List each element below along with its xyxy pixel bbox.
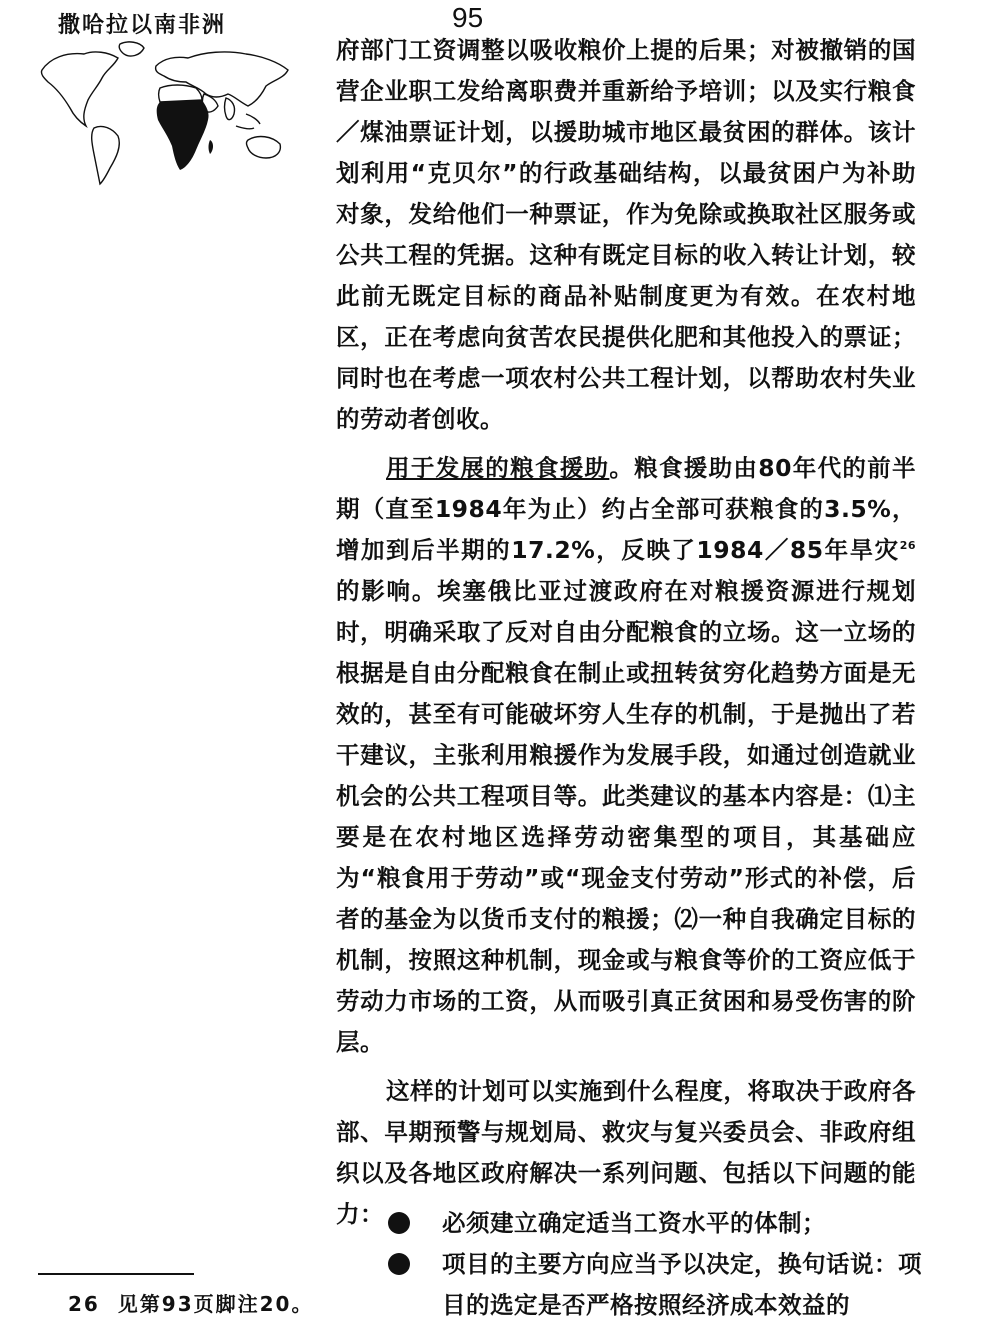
paragraph-1: 府部门工资调整以吸收粮价上提的后果；对被撤销的国营企业职工发给离职费并重新给予培训；以及实行粮食／煤油票证计划，以援助城市地区最贫困的群体。该计划利用“克贝尔”的行政基础结构，以最贫困户为补助对象，发给他们一种票证，作为免除或换取社区服务或公共工程的凭据。这种有既定目标的收入转让计划，较此前无既定目标的商品补贴制度更为有效。在农村地区，正在考虑向贫苦农民提供化肥和其他投入的票证；同时也在考虑一项农村公共工程计划，以帮助农村失业的劳动者创收。 <box>336 36 916 433</box>
paragraph-2-text-b: 的影响。埃塞俄比亚过渡政府在对粮援资源进行规划时，明确采取了反对自由分配粮食的立场。这一立场的根据是自由分配粮食在制止或扭转贫穷化趋势方面是无效的，甚至有可能破坏穷人生存的机制，于是抛出了若干建议，主张利用粮援作为发展手段，如通过创造就业机会的公共工程项目等。此类建议的基本内容是：⑴主要是在农村地区选择劳动密集型的项目，其基础应为“粮食用于劳动”或“现金支付劳动”形式的补偿，后者的基金为以货币支付的粮援；⑵一种自我确定目标的机制，按照这种机制，现金或与粮食等价的工资应低于劳动力市场的工资，从而吸引真正贫困和易受伤害的阶层。 <box>336 577 916 1056</box>
section-header-label: 撒哈拉以南非洲 <box>58 13 227 38</box>
bullet-text: 必须建立确定适当工资水平的体制； <box>442 1209 826 1237</box>
bullet-icon <box>388 1212 410 1234</box>
page-number: 95 <box>452 2 484 33</box>
footnote-number: 26 <box>68 1292 100 1316</box>
list-item <box>388 1244 928 1326</box>
bullet-list <box>388 1203 928 1326</box>
world-map-africa-highlighted-icon <box>36 36 296 186</box>
paragraph-2-text-a: 。粮食援助由80年代的前半期（直至1984年为止）约占全部可获粮食的3.5%，增加到后半期的17.2%，反映了1984／85年旱灾 <box>336 454 917 564</box>
footnote-reference: 26 <box>899 539 916 553</box>
footnote <box>68 1288 328 1317</box>
paragraph-3: 这样的计划可以实施到什么程度，将取决于政府各部、早期预警与规划局、救灾与复兴委员会、非政府组织以及各地区政府解决一系列问题、包括以下问题的能力： <box>336 1077 916 1228</box>
body-text <box>336 30 916 1235</box>
paragraph-2-heading: 用于发展的粮食援助 <box>386 454 610 482</box>
paragraph-2 <box>336 448 916 1063</box>
bullet-icon <box>388 1253 410 1275</box>
footnote-text: 见第93页脚注20。 <box>117 1292 314 1316</box>
footnote-divider <box>38 1273 194 1275</box>
list-item <box>388 1203 928 1244</box>
bullet-text: 项目的主要方向应当予以决定，换句话说：项目的选定是否严格按照经济成本效益的 <box>442 1250 922 1319</box>
